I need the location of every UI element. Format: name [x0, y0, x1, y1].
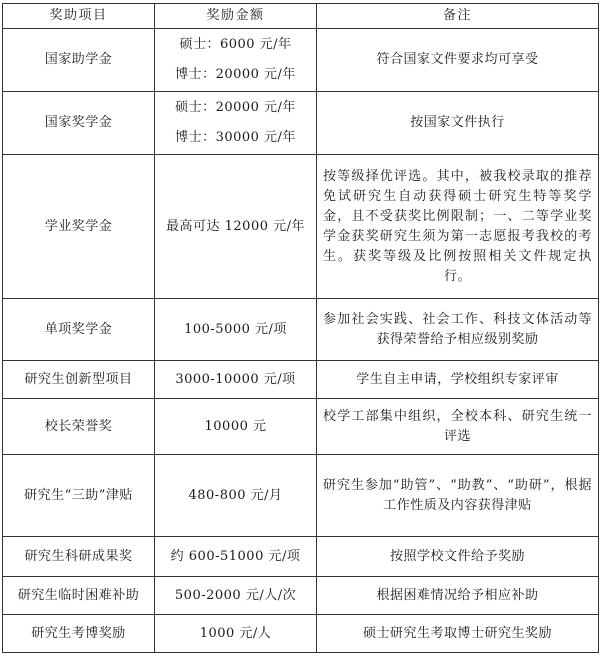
cell-note: 按等级择优评选。其中，被我校录取的推荐免试研究生自动获得硕士研究生特等奖学金，且不受获奖比例限制；一、二等学业奖学金获奖研究生须为第一志愿报考我校的考生。获奖等级及比例按照相关文件规定执行。: [317, 155, 599, 299]
amount-master: 硕士：6000 元/年: [179, 37, 292, 52]
cell-project: 研究生科研成果奖: [3, 537, 155, 577]
table-row: [3, 399, 599, 455]
cell-amount: 10000 元: [155, 399, 317, 455]
cell-project: 研究生临时困难补助: [3, 577, 155, 615]
amount-master: 硕士：20000 元/年: [175, 100, 296, 115]
cell-note: 硕士研究生考取博士研究生奖励: [317, 615, 599, 653]
table-row: [3, 537, 599, 577]
table-row: [3, 455, 599, 537]
cell-project: 国家奖学金: [3, 92, 155, 155]
cell-amount: 3000-10000 元/项: [155, 361, 317, 399]
cell-note: 学生自主申请，学校组织专家评审: [317, 361, 599, 399]
cell-amount: [155, 92, 317, 155]
cell-amount: 100-5000 元/项: [155, 299, 317, 361]
cell-note: 根据困难情况给予相应补助: [317, 577, 599, 615]
cell-amount: 最高可达 12000 元/年: [155, 155, 317, 299]
cell-project: 研究生创新型项目: [3, 361, 155, 399]
cell-project: 研究生考博奖励: [3, 615, 155, 653]
table-row: [3, 29, 599, 92]
header-amount: 奖励金额: [155, 4, 317, 29]
amount-doctor: 博士：30000 元/年: [175, 130, 296, 145]
cell-project: 学业奖学金: [3, 155, 155, 299]
table-row: [3, 155, 599, 299]
cell-amount: 500-2000 元/人/次: [155, 577, 317, 615]
cell-note: 按国家文件执行: [317, 92, 599, 155]
table-row: [3, 92, 599, 155]
cell-project: 国家助学金: [3, 29, 155, 92]
cell-amount: 约 600-51000 元/项: [155, 537, 317, 577]
cell-note: 符合国家文件要求均可享受: [317, 29, 599, 92]
cell-amount: 480-800 元/月: [155, 455, 317, 537]
table-row: [3, 577, 599, 615]
cell-note: 校学工部集中组织，全校本科、研究生统一评选: [317, 399, 599, 455]
award-table: [2, 3, 599, 653]
header-note: 备注: [317, 4, 599, 29]
cell-note: 参加社会实践、社会工作、科技文体活动等获得荣誉给予相应级别奖励: [317, 299, 599, 361]
table-row: [3, 299, 599, 361]
cell-project: 单项奖学金: [3, 299, 155, 361]
cell-note: 按照学校文件给予奖励: [317, 537, 599, 577]
cell-note: 研究生参加“助管”、“助教”、“助研”，根据工作性质及内容获得津贴: [317, 455, 599, 537]
table-header-row: [3, 4, 599, 29]
cell-project: 校长荣誉奖: [3, 399, 155, 455]
cell-project: 研究生“三助”津贴: [3, 455, 155, 537]
cell-amount: 1000 元/人: [155, 615, 317, 653]
header-project: 奖助项目: [3, 4, 155, 29]
table-row: [3, 615, 599, 653]
cell-amount: [155, 29, 317, 92]
table-row: [3, 361, 599, 399]
amount-doctor: 博士：20000 元/年: [175, 67, 296, 82]
